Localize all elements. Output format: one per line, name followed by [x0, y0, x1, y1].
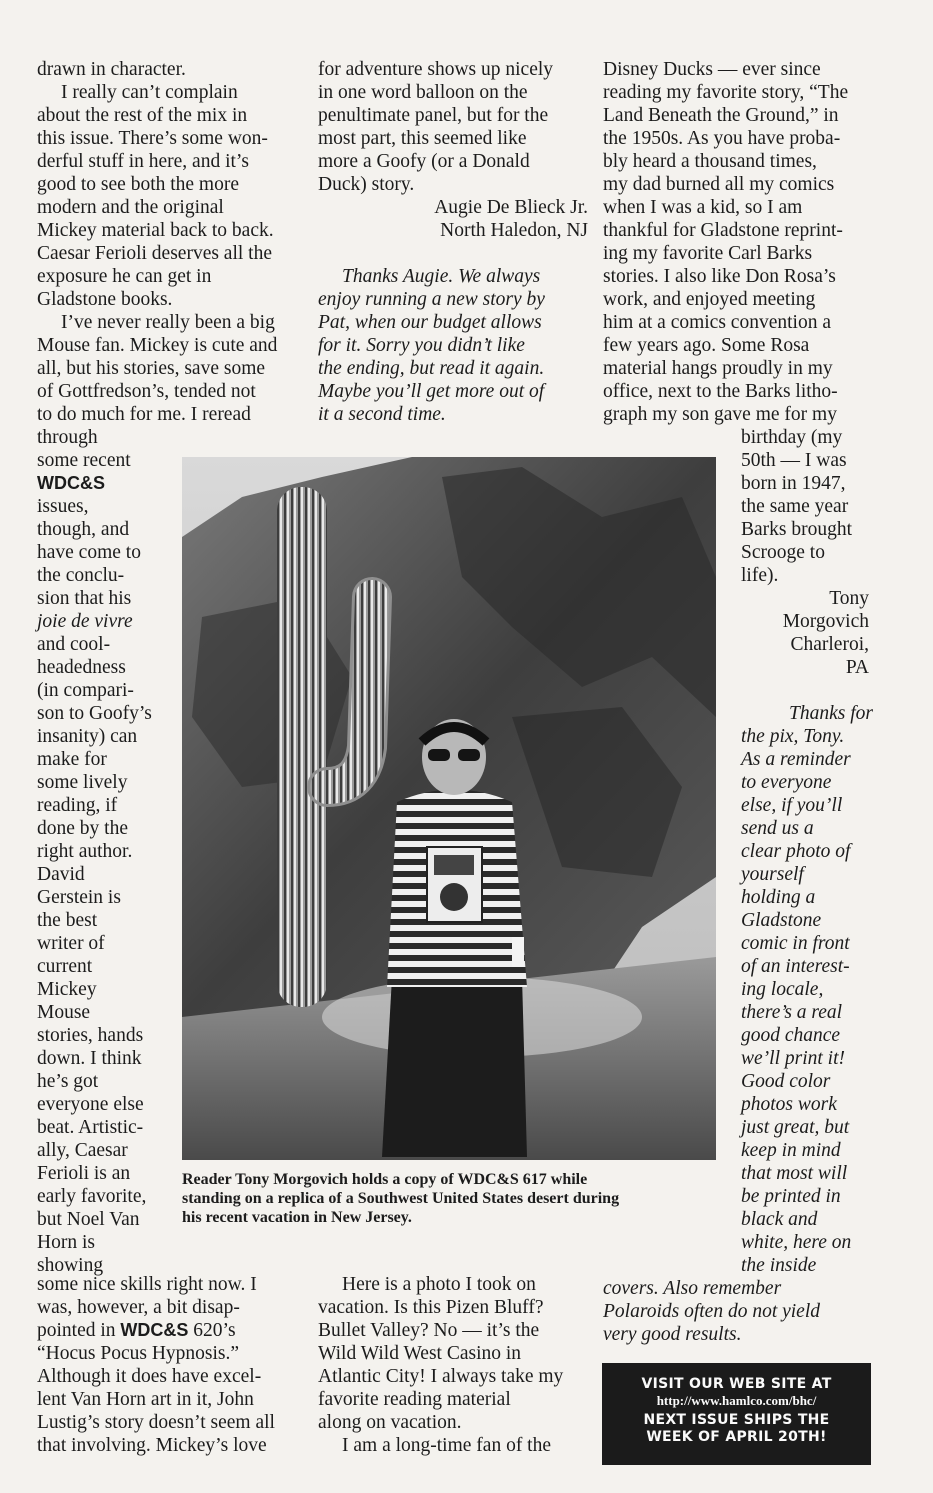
text-line: Gerstein is	[37, 887, 121, 908]
reader-photo	[182, 457, 716, 1160]
text-line: keep in mind	[741, 1140, 841, 1161]
text-line: Bullet Valley? No — it’s the	[318, 1320, 540, 1341]
text-line: 50th — I was	[741, 450, 847, 471]
text-line: material hangs proudly in my	[603, 358, 833, 379]
text-line: sion that his	[37, 588, 132, 609]
text-line: holding a	[741, 887, 816, 908]
text-line	[37, 472, 177, 495]
text-line: but Noel Van	[37, 1209, 140, 1230]
promo-line: VISIT OUR WEB SITE AT	[641, 1376, 832, 1392]
text-line: birthday (my	[741, 427, 843, 448]
text-line: covers. Also remember	[603, 1278, 782, 1299]
text-line: ing locale,	[741, 979, 824, 1000]
text-line: most part, this seemed like	[318, 128, 527, 149]
column3-letter-signature	[741, 587, 869, 679]
website-promo-box	[602, 1363, 871, 1465]
signature-line: Morgovich	[782, 611, 869, 632]
text-line: As a reminder	[741, 749, 851, 770]
text-line: right author.	[37, 841, 133, 862]
text-line: Duck) story.	[318, 174, 415, 195]
text-line: Horn is	[37, 1232, 95, 1253]
text-line: more a Goofy (or a Donald	[318, 151, 530, 172]
text-line: him at a comics convention a	[603, 312, 831, 333]
caption-line: his recent vacation in New Jersey.	[182, 1209, 412, 1226]
text-line: vacation. Is this Pizen Bluff?	[318, 1297, 544, 1318]
text-line: born in 1947,	[741, 473, 846, 494]
text-line: and cool-	[37, 634, 111, 655]
column3-narrow-text	[741, 426, 876, 587]
text-line: Mouse fan. Mickey is cute and	[37, 335, 278, 356]
text-line: all, but his stories, save some	[37, 358, 266, 379]
text-line: Thanks Augie. We always	[342, 266, 541, 287]
text-line: son to Goofy’s	[37, 703, 152, 724]
text-line: stories. I also like Don Rosa’s	[603, 266, 836, 287]
text-line: black and	[741, 1209, 818, 1230]
letter-signature-name: Augie De Blieck Jr.	[434, 197, 588, 218]
text-line: I am a long-time fan of the	[342, 1435, 552, 1456]
text-line: photos work	[741, 1094, 837, 1115]
column1-narrow-text	[37, 426, 177, 1277]
column2-bottom-text	[318, 1273, 588, 1457]
text-line: the conclu-	[37, 565, 125, 586]
text-line: reading, if	[37, 795, 118, 816]
text-line: along on vacation.	[318, 1412, 462, 1433]
text-line: was, however, a bit disap-	[37, 1297, 240, 1318]
text-line: the same year	[741, 496, 849, 517]
promo-line: WEEK OF APRIL 20TH!	[646, 1429, 827, 1445]
text-line: the pix, Tony.	[741, 726, 845, 747]
text-line: clear photo of	[741, 841, 851, 862]
text-line: we’ll print it!	[741, 1048, 845, 1069]
photo-caption	[182, 1170, 722, 1227]
text-line: Mickey material back to back.	[37, 220, 274, 241]
text-line: Although it does have excel-	[37, 1366, 262, 1387]
text-line: showing	[37, 1255, 104, 1276]
text-line: he’s got	[37, 1071, 99, 1092]
text-line: modern and the original	[37, 197, 224, 218]
text-line: current	[37, 956, 93, 977]
text-line: to do much for me. I reread	[37, 404, 251, 425]
text-line: some recent	[37, 450, 131, 471]
magazine-title: WDC&S	[120, 1320, 189, 1340]
text-line: Lustig’s story doesn’t seem all	[37, 1412, 275, 1433]
text-line: through	[37, 427, 98, 448]
magazine-title: WDC&S	[37, 473, 105, 493]
text-line: beat. Artistic-	[37, 1117, 144, 1138]
text-line: done by the	[37, 818, 128, 839]
text-line: office, next to the Barks litho-	[603, 381, 838, 402]
text-line: Land Beneath the Ground,” in	[603, 105, 839, 126]
text-line: stories, hands	[37, 1025, 144, 1046]
text-line: Wild Wild West Casino in	[318, 1343, 522, 1364]
text-line: for adventure shows up nicely	[318, 59, 554, 80]
text-line: Polaroids often do not yield	[603, 1301, 821, 1322]
text-line: thankful for Gladstone reprint-	[603, 220, 843, 241]
text-line: writer of	[37, 933, 105, 954]
text-line: headedness	[37, 657, 126, 678]
text-line: it a second time.	[318, 404, 446, 425]
text-line: make for	[37, 749, 107, 770]
text-line: be printed in	[741, 1186, 841, 1207]
text-line: my dad burned all my comics	[603, 174, 835, 195]
photo-illustration	[182, 457, 716, 1160]
text-line: the 1950s. As you have proba-	[603, 128, 841, 149]
text-line: drawn in character.	[37, 59, 186, 80]
text-line: “Hocus Pocus Hypnosis.”	[37, 1343, 240, 1364]
text-line: David	[37, 864, 85, 885]
text-line: have come to	[37, 542, 141, 563]
column2-top-text	[318, 58, 588, 242]
text-line: the best	[37, 910, 98, 931]
column3-top-text	[603, 58, 878, 426]
signature-line: Charleroi,	[790, 634, 869, 655]
text-line: early favorite,	[37, 1186, 147, 1207]
text-line: comic in front	[741, 933, 850, 954]
text-line: joie de vivre	[37, 611, 133, 632]
letter-signature-place: North Haledon, NJ	[440, 220, 588, 241]
text-line: send us a	[741, 818, 814, 839]
text-line: good chance	[741, 1025, 841, 1046]
column2-editor-reply	[318, 265, 588, 426]
text-line: enjoy running a new story by	[318, 289, 545, 310]
text-line: that most will	[741, 1163, 848, 1184]
text-line: penultimate panel, but for the	[318, 105, 549, 126]
text-line: Pat, when our budget allows	[318, 312, 542, 333]
text-line: just great, but	[741, 1117, 850, 1138]
text-line: very good results.	[603, 1324, 742, 1345]
text-line: work, and enjoyed meeting	[603, 289, 816, 310]
text-line: life).	[741, 565, 779, 586]
text-line: else, if you’ll	[741, 795, 843, 816]
text-line: ally, Caesar	[37, 1140, 128, 1161]
text-line: the ending, but read it again.	[318, 358, 545, 379]
text-line: Gladstone books.	[37, 289, 173, 310]
promo-line: NEXT ISSUE SHIPS THE	[643, 1412, 830, 1428]
text-line: exposure he can get in	[37, 266, 212, 287]
text-line: Barks brought	[741, 519, 853, 540]
text-line: for it. Sorry you didn’t like	[318, 335, 525, 356]
text-line: some nice skills right now. I	[37, 1274, 257, 1295]
text-line: insanity) can	[37, 726, 138, 747]
text-line: of an interest-	[741, 956, 850, 977]
signature-line: Tony	[829, 588, 869, 609]
text-line: few years ago. Some Rosa	[603, 335, 810, 356]
text-line: lent Van Horn art in it, John	[37, 1389, 254, 1410]
signature-line: PA	[845, 657, 869, 678]
promo-url-link[interactable]: http://www.hamlco.com/bhc/	[656, 1393, 817, 1408]
text-line: Maybe you’ll get more out of	[318, 381, 545, 402]
caption-line: Reader Tony Morgovich holds a copy of WDC&S 617 while	[182, 1171, 588, 1188]
text-line: reading my favorite story, “The	[603, 82, 849, 103]
text-line: Scrooge to	[741, 542, 825, 563]
text-line: I really can’t complain	[61, 82, 238, 103]
text-line: favorite reading material	[318, 1389, 511, 1410]
text-line: Mouse	[37, 1002, 91, 1023]
column3-editor-reply	[741, 702, 876, 1277]
text-line: white, here on	[741, 1232, 852, 1253]
text-line: ing my favorite Carl Barks	[603, 243, 813, 264]
text-line: Gladstone	[741, 910, 822, 931]
text-line: this issue. There’s some won-	[37, 128, 268, 149]
text-line: of Gottfredson’s, tended not	[37, 381, 256, 402]
column1-top-text	[37, 58, 302, 426]
text-line: pointed in WDC&S 620’s	[37, 1320, 236, 1341]
text-line: bly heard a thousand times,	[603, 151, 817, 172]
text-line: everyone else	[37, 1094, 144, 1115]
text-line: Caesar Ferioli deserves all the	[37, 243, 272, 264]
text-line: derful stuff in here, and it’s	[37, 151, 249, 172]
text-line: though, and	[37, 519, 130, 540]
text-line: some lively	[37, 772, 128, 793]
text-line: the inside	[741, 1255, 817, 1276]
text-line: Good color	[741, 1071, 831, 1092]
text-line: Disney Ducks — ever since	[603, 59, 821, 80]
text-line: I’ve never really been a big	[61, 312, 275, 333]
text-line: Atlantic City! I always take my	[318, 1366, 564, 1387]
column1-bottom-text	[37, 1273, 307, 1457]
text-line: down. I think	[37, 1048, 142, 1069]
text-line: graph my son gave me for my	[603, 404, 837, 425]
text-line: yourself	[741, 864, 804, 885]
text-line: issues,	[37, 496, 89, 517]
text-line: there’s a real	[741, 1002, 843, 1023]
text-line: Mickey	[37, 979, 97, 1000]
text-line: to everyone	[741, 772, 832, 793]
text-line: that involving. Mickey’s love	[37, 1435, 267, 1456]
text-line: when I was a kid, so I am	[603, 197, 803, 218]
text-line: Here is a photo I took on	[342, 1274, 536, 1295]
column3-editor-reply-continued	[603, 1277, 878, 1346]
caption-line: standing on a replica of a Southwest United States desert during	[182, 1190, 620, 1207]
text-line: (in compari-	[37, 680, 134, 701]
text-line: Ferioli is an	[37, 1163, 131, 1184]
text-line: good to see both the more	[37, 174, 239, 195]
text-line: Thanks for	[789, 703, 873, 724]
text-line: about the rest of the mix in	[37, 105, 248, 126]
text-line: in one word balloon on the	[318, 82, 528, 103]
